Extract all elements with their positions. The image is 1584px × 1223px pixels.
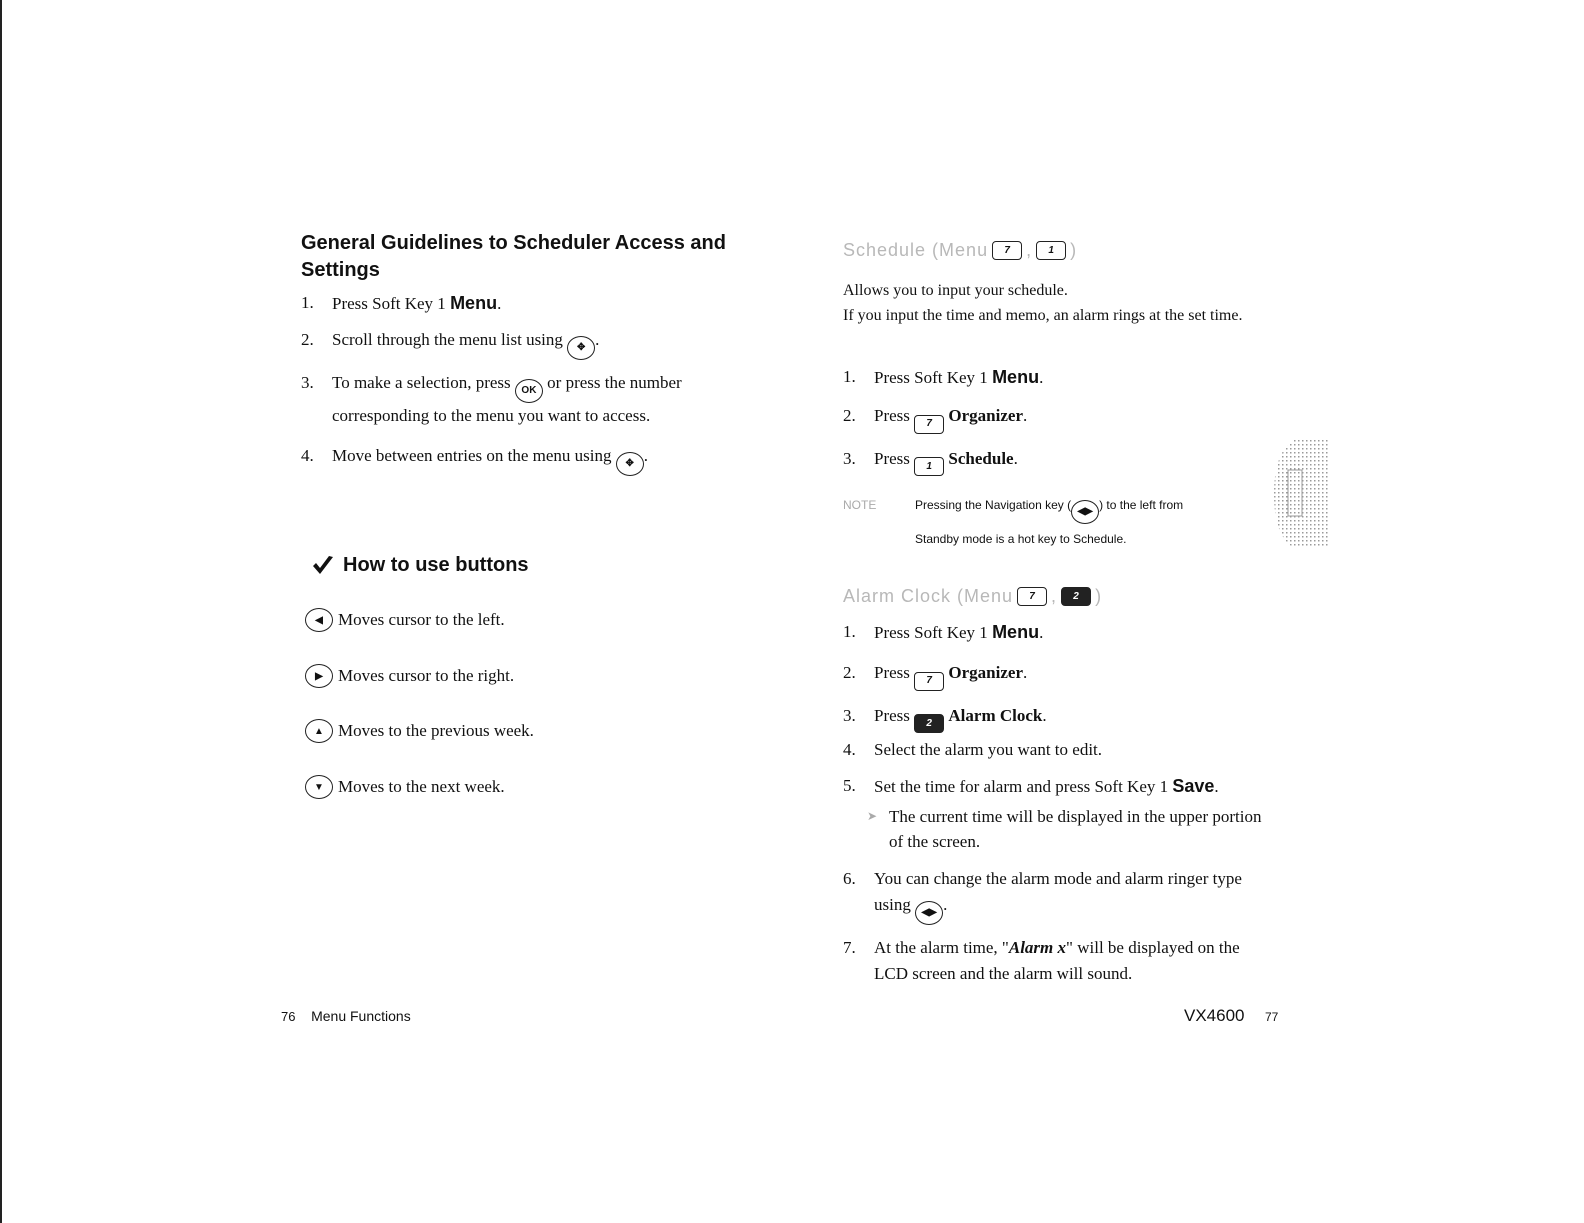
- page-thumb-tab-icon: [1274, 440, 1328, 548]
- left-page-number: 76: [281, 1009, 296, 1024]
- note-label: NOTE: [843, 498, 877, 512]
- button-row-up: ▲ Moves to the previous week.: [305, 719, 534, 743]
- button-row-right: ▶ Moves cursor to the right.: [305, 664, 514, 688]
- step-4: 4. Move between entries on the menu using ✥ .: [301, 443, 731, 476]
- ok-key-icon: OK: [515, 379, 543, 403]
- schedule-step-3: 3. Press 1 Schedule.: [843, 446, 1273, 477]
- note-text: Pressing the Navigation key ( ◀▶ ) to the left from Standby mode is a hot key to Schedule.: [915, 498, 1184, 546]
- left-footer: [281, 1008, 411, 1024]
- checkmark-icon: [311, 555, 335, 577]
- alarm-step-1: 1. Press Soft Key 1 Menu.: [843, 622, 1044, 642]
- schedule-step-2: 2. Press 7 Organizer.: [843, 403, 1273, 434]
- up-down-key-icon: ✥: [616, 452, 644, 476]
- key-7-icon: 7: [1017, 587, 1047, 606]
- schedule-heading: Schedule (Menu 7 , 1 ): [843, 240, 1078, 260]
- step-2: 2. Scroll through the menu list using ✥ .: [301, 327, 731, 360]
- key-7-icon: 7: [914, 415, 944, 434]
- button-row-down: ▼ Moves to the next week.: [305, 775, 505, 799]
- up-arrow-key-icon: ▲: [305, 719, 333, 743]
- right-footer: [1184, 1006, 1278, 1026]
- alarm-step-3: 3. Press 2 Alarm Clock.: [843, 703, 1273, 734]
- button-row-left: ◀ Moves cursor to the left.: [305, 608, 505, 632]
- left-arrow-key-icon: ◀: [305, 608, 333, 632]
- key-7-icon: 7: [992, 241, 1022, 260]
- guideline-steps: [301, 290, 731, 476]
- right-arrow-key-icon: ▶: [305, 664, 333, 688]
- alarm-step-7: 7. At the alarm time, "Alarm x" will be displayed on the LCD screen and the alarm will sound.: [843, 938, 1240, 983]
- step-1: 1. Press Soft Key 1 Menu.: [301, 293, 502, 313]
- alarm-step-4: 4. Select the alarm you want to edit.: [843, 740, 1103, 759]
- left-section-name: Menu Functions: [311, 1008, 411, 1024]
- schedule-step-1: 1. Press Soft Key 1 Menu.: [843, 367, 1044, 387]
- step-3: 3. To make a selection, press OK or press the number corresponding to the menu you want to access.: [301, 373, 682, 425]
- page-edge-rule: [0, 0, 2, 1223]
- alarm-step-6: 6. You can change the alarm mode and alarm ringer type using ◀▶ .: [843, 866, 1273, 925]
- sub-bullet-arrow-icon: ➤: [867, 809, 878, 823]
- right-page-number: 77: [1264, 1010, 1279, 1024]
- alarm-steps-tail: [843, 866, 1273, 987]
- key-1-icon: 1: [1036, 241, 1066, 260]
- schedule-intro: Allows you to input your schedule. If you input the time and memo, an alarm rings at the set time.: [843, 282, 1243, 324]
- nav-key-icon: ✥: [567, 336, 595, 360]
- alarm-steps: [843, 619, 1273, 810]
- alarm-step-5: 5. Set the time for alarm and press Soft Key 1 Save.: [843, 776, 1219, 796]
- section-title: General Guidelines to Scheduler Access and Settings: [301, 232, 726, 281]
- schedule-steps: [843, 364, 1273, 476]
- key-2-icon: 2: [1061, 587, 1091, 606]
- left-right-key-icon: ◀▶: [1071, 500, 1099, 524]
- down-arrow-key-icon: ▼: [305, 775, 333, 799]
- key-2-icon: 2: [914, 714, 944, 733]
- model-name: VX4600: [1184, 1006, 1245, 1025]
- left-right-key-icon: ◀▶: [915, 901, 943, 925]
- left-column: [301, 230, 731, 284]
- how-to-heading: How to use buttons: [311, 554, 529, 577]
- key-1-icon: 1: [914, 457, 944, 476]
- key-7-icon: 7: [914, 672, 944, 691]
- alarm-heading: Alarm Clock (Menu 7 , 2 ): [843, 586, 1103, 606]
- menu-keyword: Menu: [450, 293, 498, 313]
- alarm-sub-bullet: ➤ The current time will be displayed in the upper portion of the screen.: [867, 804, 1277, 854]
- alarm-step-2: 2. Press 7 Organizer.: [843, 660, 1273, 691]
